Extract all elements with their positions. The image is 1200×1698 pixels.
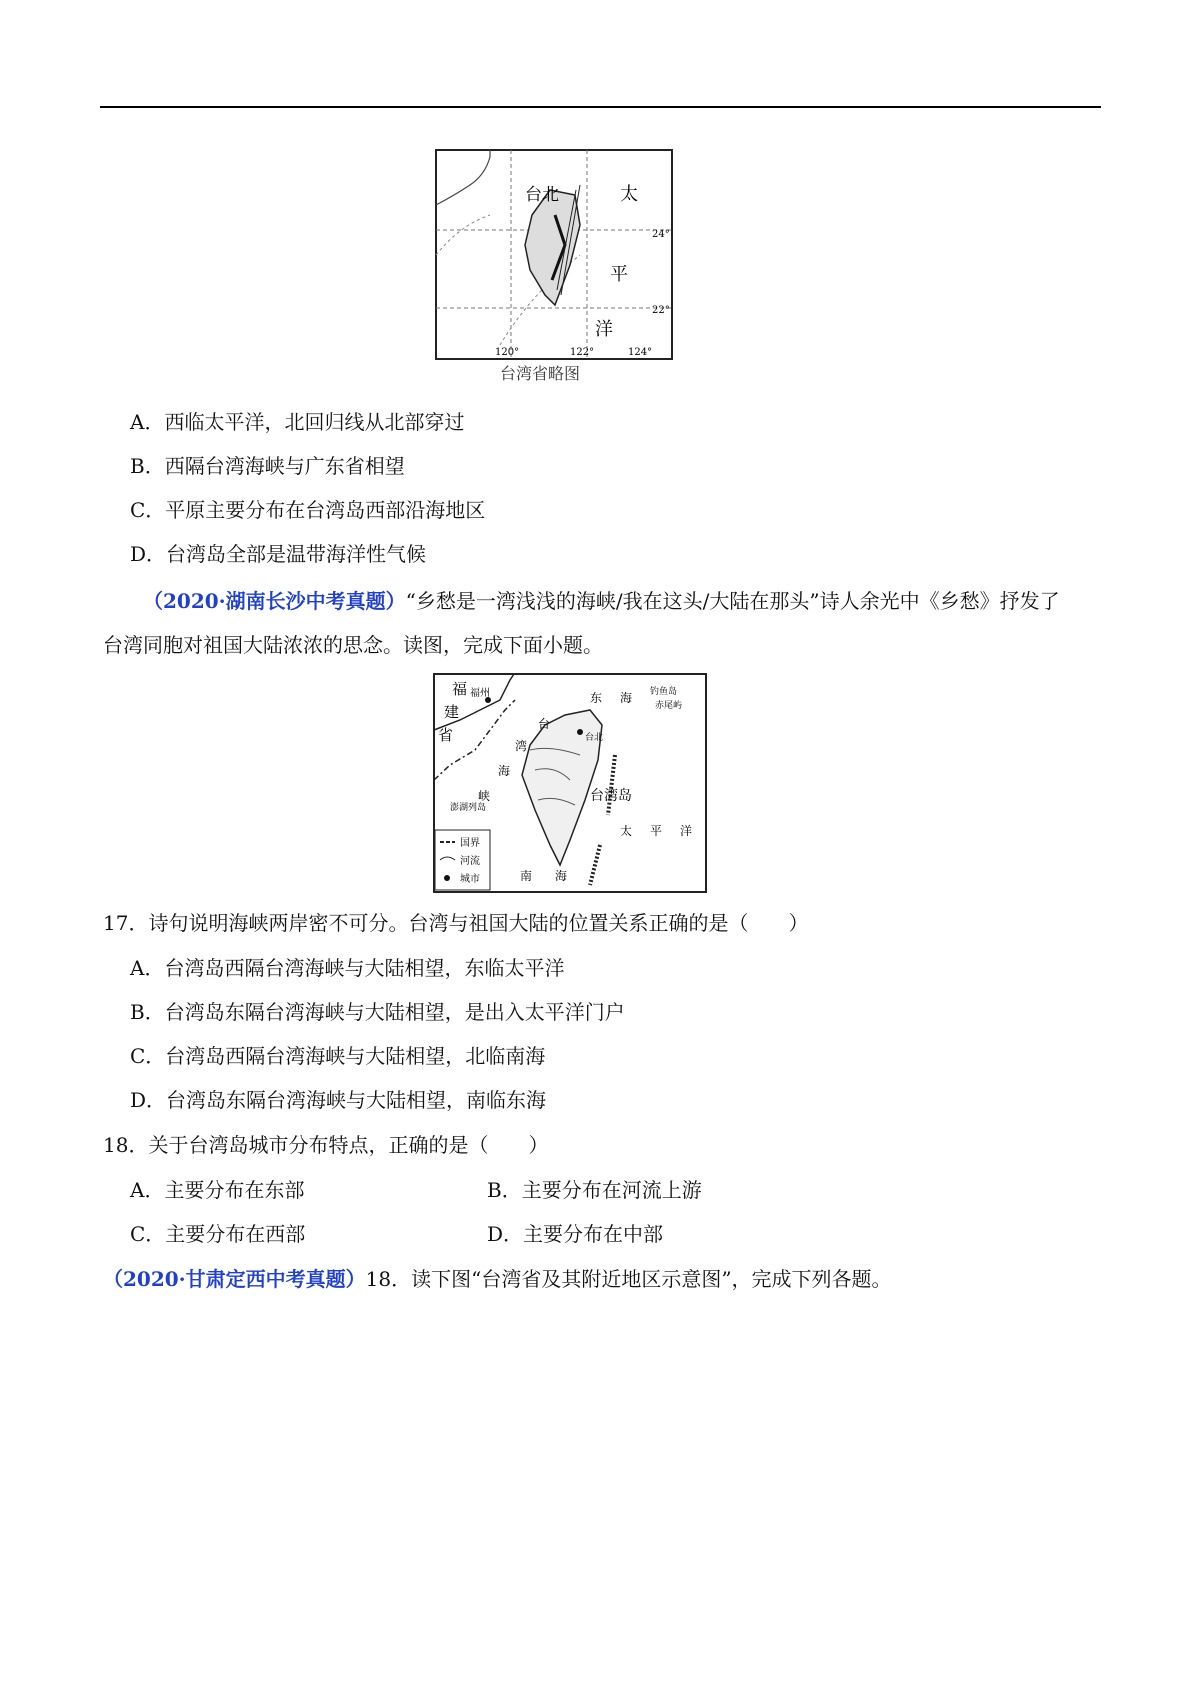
q18-option-d: D．主要分布在中部 (487, 1222, 664, 1246)
header-rule (100, 106, 1101, 108)
tai2-label: 太 (620, 824, 633, 838)
dong-label: 东 (590, 691, 603, 705)
map1-ping-label: 平 (610, 264, 628, 285)
chiwei-label: 赤尾屿 (655, 701, 683, 711)
q18-stem: 18．关于台湾岛城市分布特点，正确的是（ ） (103, 1133, 549, 1157)
passage-line-2: 台湾同胞对祖国大陆浓浓的思念。读图，完成下面小题。 (103, 633, 603, 657)
lat-label-22: 22° (652, 305, 670, 316)
map1-caption: 台湾省略图 (499, 364, 581, 383)
diaoyu-label: 钓鱼岛 (650, 687, 678, 697)
yang-label: 洋 (680, 824, 693, 838)
q16-option-a: A．西临太平洋，北回归线从北部穿过 (130, 410, 465, 434)
legend-border: 国界 (460, 838, 480, 849)
q17-stem: 17．诗句说明海峡两岸密不可分。台湾与祖国大陆的位置关系正确的是（ ） (103, 911, 809, 935)
nan-label: 南 (520, 869, 533, 883)
final-text: 18．读下图“台湾省及其附近地区示意图”，完成下列各题。 (365, 1267, 892, 1291)
tai-label: 台 (538, 717, 551, 731)
legend-river: 河流 (460, 856, 480, 867)
legend-city: 城市 (460, 874, 480, 885)
passage-source: （2020·湖南长沙中考真题） (143, 589, 406, 613)
q17-option-c: C．台湾岛西隔台湾海峡与大陆相望，北临南海 (130, 1044, 546, 1068)
penghu-label: 澎湖列岛 (450, 803, 487, 813)
lat-label-24: 24° (652, 229, 670, 240)
taiwan-region-map (430, 670, 710, 896)
final-line (103, 1267, 892, 1291)
lon-label-124: 124° (628, 347, 653, 358)
fu-label: 福 (452, 680, 468, 698)
q18-option-c: C．主要分布在西部 (130, 1222, 306, 1246)
hai-south-label: 海 (555, 869, 568, 883)
map1-tai-label: 太 (620, 184, 638, 205)
wan-label: 湾 (515, 739, 528, 753)
passage-line-1 (143, 589, 1060, 613)
sheng-label: 省 (438, 726, 454, 744)
q18-option-a: A．主要分布在东部 (130, 1178, 305, 1202)
q16-option-d: D．台湾岛全部是温带海洋性气候 (130, 542, 427, 566)
q17-option-d: D．台湾岛东隔台湾海峡与大陆相望，南临东海 (130, 1088, 547, 1112)
taiwandao-label: 台湾岛 (590, 788, 632, 804)
ping-label: 平 (650, 824, 663, 838)
taipei-label: 台北 (585, 733, 604, 743)
taiwan-outline-map (430, 145, 680, 385)
lon-label-122: 122° (570, 347, 595, 358)
q17-option-b: B．台湾岛东隔台湾海峡与大陆相望，是出入太平洋门户 (130, 1000, 625, 1024)
jian-label: 建 (444, 703, 460, 721)
q16-option-c: C．平原主要分布在台湾岛西部沿海地区 (130, 498, 486, 522)
hai-north-label: 海 (620, 691, 633, 705)
map1-taibei-label: 台北 (525, 185, 559, 205)
passage-text-1: “乡愁是一湾浅浅的海峡/我在这头/大陆在那头”诗人余光中《乡愁》抒发了 (405, 589, 1060, 613)
map1-yang-label: 洋 (595, 319, 613, 340)
hai-west-label: 海 (498, 764, 511, 778)
q16-option-b: B．西隔台湾海峡与广东省相望 (130, 454, 405, 478)
q18-option-b: B．主要分布在河流上游 (487, 1178, 702, 1202)
final-source: （2020·甘肃定西中考真题） (103, 1267, 366, 1291)
xia-label: 峡 (478, 789, 491, 803)
fuzhou-label: 福州 (470, 688, 490, 699)
q17-option-a: A．台湾岛西隔台湾海峡与大陆相望，东临太平洋 (130, 956, 565, 980)
taipei-city-dot (577, 729, 583, 735)
lon-label-120: 120° (495, 347, 520, 358)
